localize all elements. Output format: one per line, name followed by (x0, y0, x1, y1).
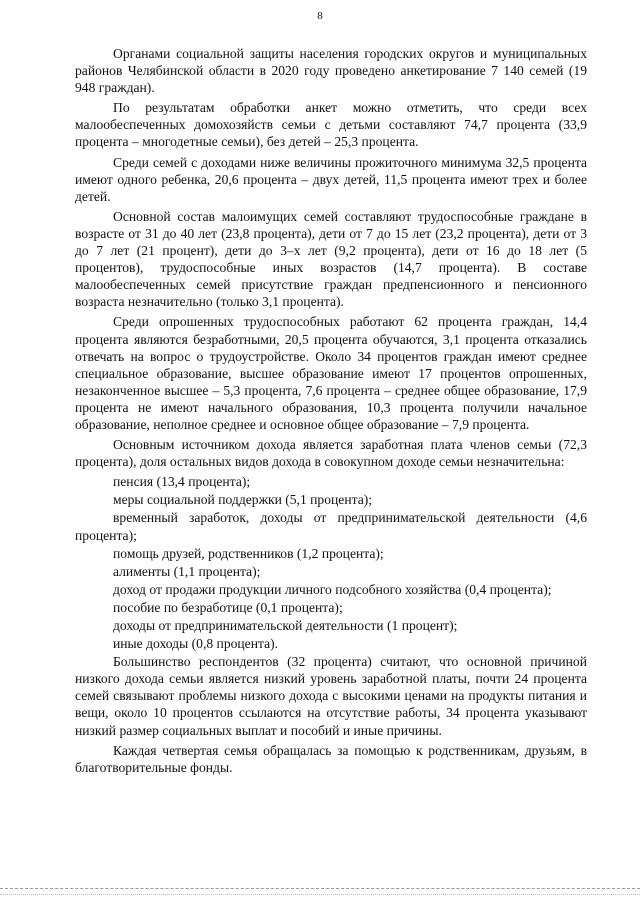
paragraph-survey-intro: Органами социальной защиты населения городских округов и муниципальных районов Челябинской области в 2020 году проведено анкетирование 7 140 семей (19 948 граждан). (75, 46, 587, 96)
scan-edge-line (0, 888, 640, 889)
paragraph-income-sources-intro: Основным источником дохода является заработная плата членов семьи (72,3 процента), доля остальных видов дохода в совокупном доходе семьи незначительна: (75, 437, 587, 470)
page-number: 8 (317, 10, 323, 22)
paragraph-family-composition: Основной состав малоимущих семей составляют трудоспособные граждане в возрасте от 31 до 40 лет (23,8 процента), дети от 7 до 15 лет (23,2 процента), дети от 3 до 7 лет (21 процент), дети до 3–х лет (9,2 процента), дети от 16 до 18 лет (5 процентов), трудоспособные иных возрастов (14,7 процента). В составе малообеспеченных семей присутствие граждан предпенсионного и пенсионного возраста незначительно (только 3,1 процента). (75, 208, 587, 310)
income-item-other: иные доходы (0,8 процента). (113, 636, 279, 652)
paragraph-employment-education: Среди опрошенных трудоспособных работают 62 процента граждан, 14,4 процента являются безработными, 20,5 процента обучаются, 3,1 процента отказались отвечать на вопрос о трудоустройстве. Около 34 процентов граждан имеют среднее специальное образование, высшее образование имеют 17 процентов опрошенных, незаконченное высшее – 5,3 процента, 7,6 процента – среднее общее образование, 17,9 процента не имеют начального образования, 10,3 процента получили начальное образование, неполное среднее и основное общее образование – 7,9 процента. (75, 314, 587, 432)
income-item-pension: пенсия (13,4 процента); (113, 474, 251, 490)
income-item-business: доходы от предпринимательской деятельности (1 процент); (113, 618, 458, 633)
scan-edge-line-lower (0, 894, 640, 895)
paragraph-children-count: Среди семей с доходами ниже величины прожиточного минимума 32,5 процента имеют одного ребенка, 20,6 процента – двух детей, 11,5 процента имеют трех и более детей. (75, 154, 587, 204)
income-item-social-support: меры социальной поддержки (5,1 процента); (113, 492, 373, 508)
paragraph-families-with-children: По результатам обработки анкет можно отметить, что среди всех малообеспеченных домохозяйств семьи с детьми составляют 74,7 процента (33,9 процента – многодетные семьи), без детей – 25,3 процента. (75, 100, 587, 150)
income-item-help-relatives: помощь друзей, родственников (1,2 процента); (113, 545, 384, 561)
paragraph-help-requests: Каждая четвертая семья обращалась за помощью к родственникам, друзьям, в благотворительные фонды. (75, 742, 587, 775)
income-item-temporary-earnings: временный заработок, доходы от предпринимательской деятельности (4,6 процента); (75, 510, 587, 543)
paragraph-low-income-reasons: Большинство респондентов (32 процента) считают, что основной причиной низкого дохода семьи является низкий уровень заработной платы, почти 24 процента семей связывают проблемы низкого дохода с высокими ценами на продукты питания и вещи, около 10 процентов ссылаются на отсутствие работы, 34 процента указывают низкий размер социальных выплат и пособий и иные причины. (75, 654, 587, 738)
income-item-household-produce: доход от продажи продукции личного подсобного хозяйства (0,4 процента); (113, 581, 552, 597)
income-item-alimony: алименты (1,1 процента); (113, 563, 261, 579)
document-body (75, 45, 587, 779)
income-item-unemployment-benefit: пособие по безработице (0,1 процента); (113, 599, 343, 615)
